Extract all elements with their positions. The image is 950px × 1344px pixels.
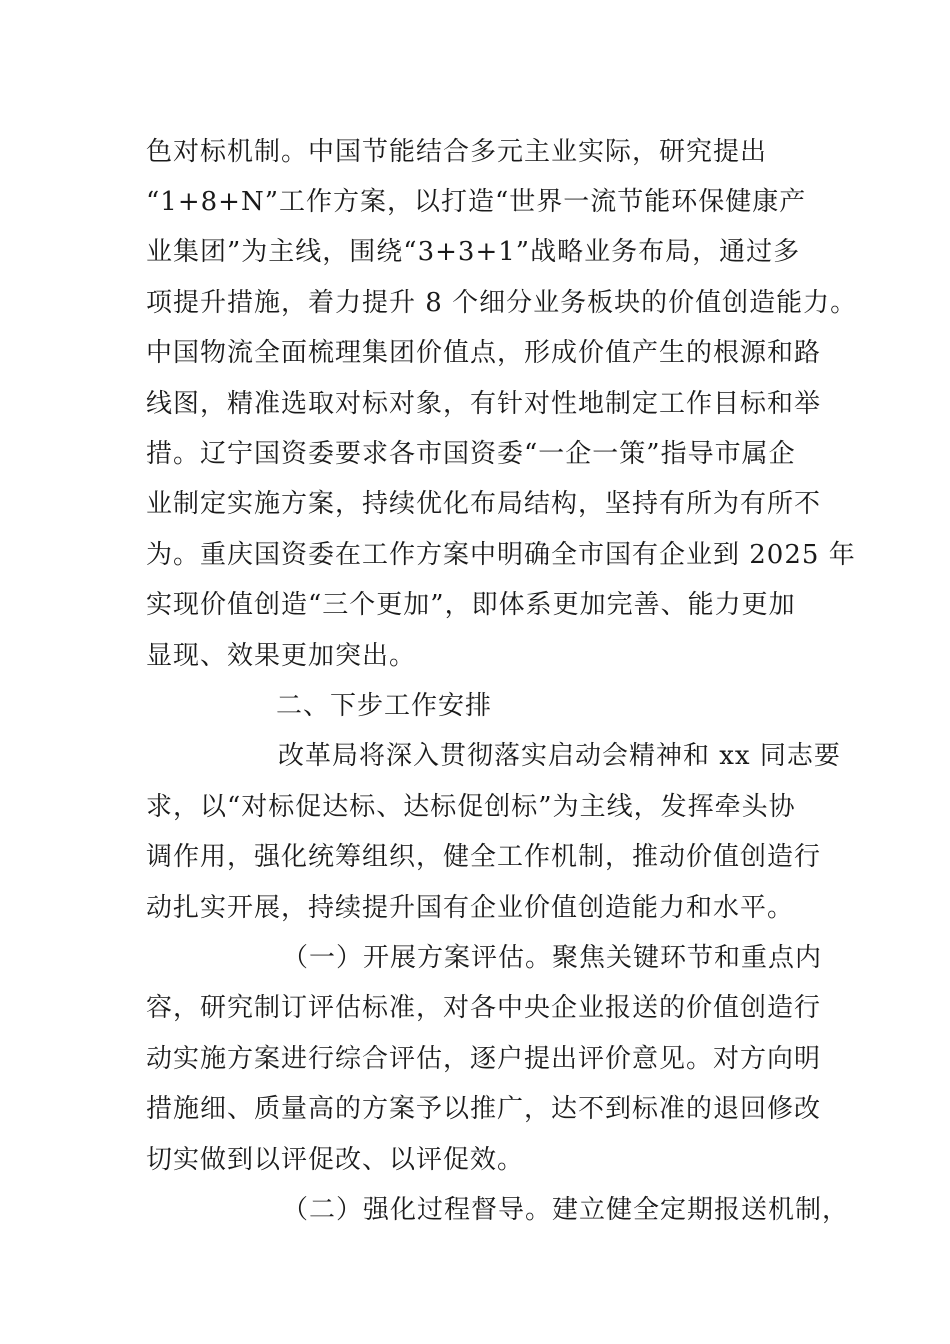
text-line: 色对标机制。中国节能结合多元主业实际，研究提出 bbox=[146, 137, 768, 167]
text-line: 动扎实开展，持续提升国有企业价值创造能力和水平。 bbox=[146, 893, 795, 923]
text-line: 线图，精准选取对标对象，有针对性地制定工作目标和举 bbox=[146, 389, 822, 419]
text-line: 中国物流全面梳理集团价值点，形成价值产生的根源和路 bbox=[146, 338, 822, 368]
text-line: 改革局将深入贯彻落实启动会精神和 xx 同志要 bbox=[278, 741, 841, 771]
text-line: 动实施方案进行综合评估，逐户提出评价意见。对方向明 bbox=[146, 1044, 822, 1074]
text-line: 业制定实施方案，持续优化布局结构，坚持有所为有所不 bbox=[146, 489, 822, 519]
text-line: 显现、效果更加突出。 bbox=[146, 641, 417, 671]
text-line: 切实做到以评促改、以评促效。 bbox=[146, 1145, 525, 1175]
subsection-line: （二）强化过程督导。建立健全定期报送机制， bbox=[282, 1195, 850, 1225]
text-line: 调作用，强化统筹组织，健全工作机制，推动价值创造行 bbox=[146, 842, 822, 872]
section-heading: 二、下步工作安排 bbox=[276, 691, 493, 721]
text-line: 实现价值创造“三个更加”，即体系更加完善、能力更加 bbox=[146, 590, 796, 620]
text-line: 业集团”为主线，围绕“3+3+1”战略业务布局，通过多 bbox=[146, 237, 801, 267]
text-line: 容，研究制订评估标准，对各中央企业报送的价值创造行 bbox=[146, 993, 822, 1023]
text-line: 措施细、质量高的方案予以推广，达不到标准的退回修改 bbox=[146, 1094, 822, 1124]
subsection-line: （一）开展方案评估。聚焦关键环节和重点内 bbox=[282, 943, 823, 973]
text-line: 措。辽宁国资委要求各市国资委“一企一策”指导市属企 bbox=[146, 439, 796, 469]
text-line: 求，以“对标促达标、达标促创标”为主线，发挥牵头协 bbox=[146, 792, 796, 822]
text-line: “1+8+N”工作方案，以打造“世界一流节能环保健康产 bbox=[146, 187, 807, 217]
text-line: 项提升措施，着力提升 8 个细分业务板块的价值创造能力。 bbox=[146, 288, 858, 318]
text-line: 为。重庆国资委在工作方案中明确全市国有企业到 2025 年 bbox=[146, 540, 856, 570]
